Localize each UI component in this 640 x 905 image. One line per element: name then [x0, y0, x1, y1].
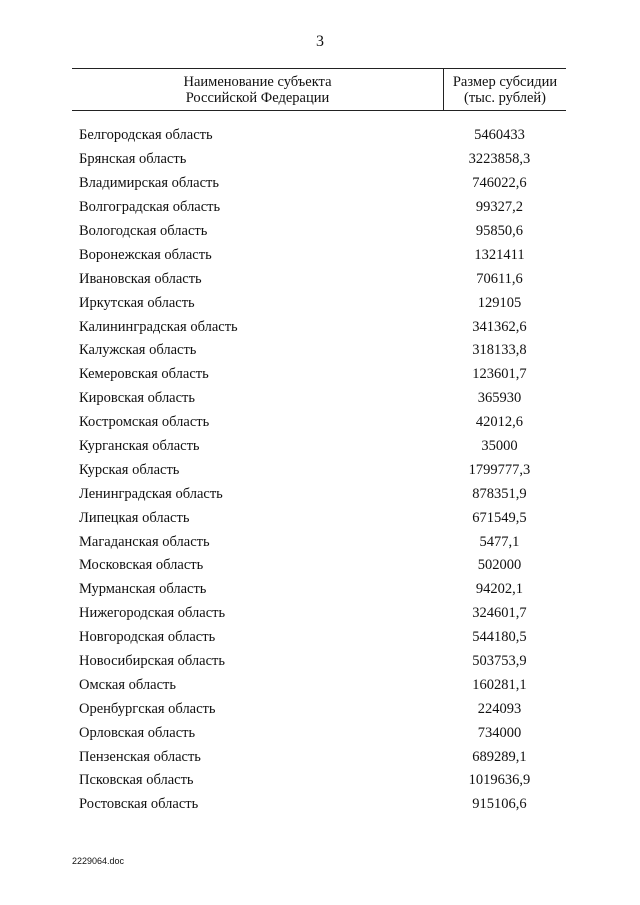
region-name: Новгородская область: [79, 629, 216, 646]
table-row: [79, 697, 559, 721]
subsidy-amount: 99327,2: [475, 199, 524, 216]
header-region-name-line1: Наименование субъекта: [183, 73, 332, 90]
header-subsidy-amount: [444, 69, 566, 110]
table-row: [79, 721, 559, 745]
subsidy-amount: 95850,6: [475, 223, 524, 239]
table-row: [79, 506, 559, 530]
region-name: Иркутская область: [79, 294, 195, 311]
region-name: Мурманская область: [79, 581, 207, 598]
subsidy-amount: 341362,6: [472, 318, 527, 335]
table-row: [79, 554, 559, 578]
table-row: [79, 435, 559, 459]
subsidy-amount: 502000: [477, 557, 522, 574]
table-row: [79, 650, 559, 674]
subsidy-amount: 5460433: [474, 127, 525, 144]
table-row: [79, 148, 559, 172]
subsidy-amount: 671549,5: [472, 509, 527, 526]
table-row: [79, 124, 559, 148]
table-row: [79, 673, 559, 697]
table-header: [72, 68, 566, 111]
header-region-name-line2: Российской Федерации: [185, 89, 330, 106]
table-row: [79, 363, 559, 387]
region-name: Московская область: [79, 557, 204, 574]
table-row: [79, 482, 559, 506]
subsidy-amount: 318133,8: [472, 342, 527, 359]
document-filename: 2229064.doc: [72, 856, 125, 866]
subsidy-amount: 544180,5: [472, 629, 527, 646]
region-name: Орловская область: [79, 724, 196, 741]
table-row: [79, 387, 559, 411]
table-row: [79, 196, 559, 220]
region-name: Кемеровская область: [79, 366, 209, 383]
subsidy-amount: 5477,1: [479, 533, 520, 550]
subsidy-amount: 129105: [477, 294, 522, 311]
region-name: Вологодская область: [79, 223, 208, 239]
header-subsidy-amount-line2: (тыс. рублей): [464, 89, 546, 106]
region-name: Липецкая область: [79, 509, 190, 526]
table-body: [79, 124, 559, 817]
table-row: [79, 769, 559, 793]
region-name: Оренбургская область: [79, 700, 216, 717]
region-name: Белгородская область: [79, 127, 213, 144]
table-row: [79, 793, 559, 817]
subsidy-amount: 689289,1: [472, 748, 527, 765]
table-row: [79, 578, 559, 602]
subsidy-amount: 42012,6: [475, 414, 524, 431]
region-name: Владимирская область: [79, 175, 219, 192]
region-name: Ивановская область: [79, 270, 202, 287]
region-name: Пензенская область: [79, 748, 201, 765]
subsidy-amount: 123601,7: [472, 366, 527, 383]
header-subsidy-amount-line1: Размер субсидии: [452, 73, 558, 90]
table-row: [79, 626, 559, 650]
region-name: Ростовская область: [79, 796, 199, 813]
region-name: Нижегородская область: [79, 605, 226, 622]
subsidy-amount: 94202,1: [475, 581, 524, 598]
region-name: Калининградская область: [79, 318, 238, 335]
table-row: [79, 339, 559, 363]
region-name: Волгоградская область: [79, 199, 221, 216]
table-row: [79, 530, 559, 554]
subsidy-amount: 3223858,3: [468, 151, 531, 168]
region-name: Кировская область: [79, 390, 196, 407]
region-name: Костромская область: [79, 414, 210, 431]
region-name: Омская область: [79, 676, 176, 693]
header-region-name: [72, 69, 444, 110]
region-name: Курская область: [79, 461, 180, 478]
region-name: Калужская область: [79, 342, 197, 359]
subsidy-amount: 365930: [477, 390, 522, 407]
subsidy-amount: 1799777,3: [468, 461, 531, 478]
subsidy-amount: 70611,6: [476, 270, 523, 287]
region-name: Псковская область: [79, 772, 194, 789]
table-row: [79, 411, 559, 435]
table-row: [79, 243, 559, 267]
region-name: Магаданская область: [79, 533, 210, 550]
page-number: 3: [316, 33, 324, 50]
subsidy-amount: 878351,9: [472, 485, 527, 502]
table-row: [79, 172, 559, 196]
region-name: Воронежская область: [79, 246, 212, 263]
subsidy-amount: 746022,6: [472, 175, 527, 192]
subsidy-amount: 1321411: [474, 246, 525, 263]
table-row: [79, 458, 559, 482]
region-name: Ленинградская область: [79, 485, 223, 502]
subsidy-amount: 224093: [477, 700, 522, 717]
table-row: [79, 315, 559, 339]
subsidy-amount: 35000: [481, 438, 518, 455]
table-row: [79, 267, 559, 291]
region-name: Новосибирская область: [79, 653, 225, 670]
subsidy-amount: 734000: [477, 724, 522, 741]
table-row: [79, 602, 559, 626]
subsidy-amount: 160281,1: [472, 676, 527, 693]
region-name: Курганская область: [79, 438, 200, 455]
region-name: Брянская область: [79, 151, 187, 168]
subsidy-amount: 324601,7: [472, 605, 527, 622]
table-row: [79, 220, 559, 244]
table-row: [79, 291, 559, 315]
table-row: [79, 745, 559, 769]
subsidy-amount: 1019636,9: [468, 772, 531, 789]
subsidy-amount: 915106,6: [472, 796, 527, 813]
subsidy-amount: 503753,9: [472, 653, 527, 670]
